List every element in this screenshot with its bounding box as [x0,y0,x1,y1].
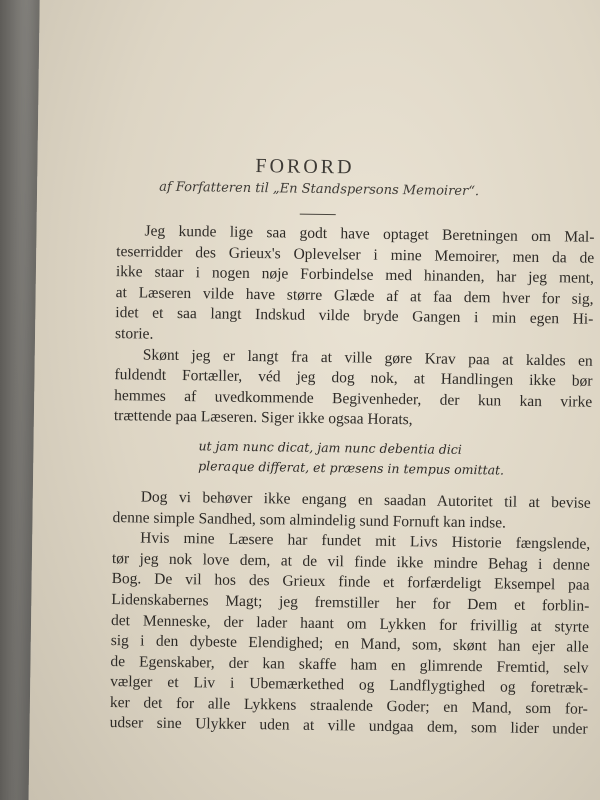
text-line: tør jeg nok love dem, at de vil finde ikke mindre Behag i denne [111,549,591,574]
text-line: de Egenskaber, der kan skaffe ham en glimrende Fremtid, selv [110,652,589,677]
text-line: hemmes af uvedkommende Begivenheder, der kun kan virke [114,386,593,411]
text-line: Hvis mine Læsere har fundet mit Livs Historie fængslende, [140,529,591,553]
text-line: teserridder des Grieux's Oplevelser i mine Memoirer, men da de [116,242,595,267]
text-line: trættende paa Læseren. Siger ikke ogsaa Horats, [113,407,413,429]
heading-divider [300,214,336,216]
book-page [28,0,600,800]
text-line: at Læseren vilde have større Glæde af at faa dem hver for sig, [115,283,594,308]
body-text [109,221,594,741]
page-heading: FORORD [255,155,355,179]
text-line: Dog vi behøver ikke engang en saadan Autoritet til at bevise [140,488,591,512]
text-line: fuldendt Fortæller, véd jeg dog nok, at Handlingen ikke bør [114,366,593,390]
text-line: udser sine Ulykker uden at ville undgaa dem, som lider under [109,714,588,739]
text-line: idet et saa langt Indskud vilde bryde Gangen i min egen Hi- [115,304,594,329]
text-line: ikke staar i nogen nøje Forbindelse med hinanden, har jeg ment, [115,263,595,287]
text-line: Lidenskabernes Magt; jeg fremstiller her for Dem et forblin- [111,590,590,615]
latin-quote-line: ut jam nunc dicat, jam nunc debentia dici [198,438,462,457]
page-subheading: af Forfatteren til „En Standspersons Memoirer“. [159,179,480,200]
latin-quote-line: pleraque differat, et præsens in tempus omittat. [198,458,505,478]
text-line: Skønt jeg er langt fra at ville gøre Krav paa at kaldes en [142,346,593,370]
text-line: sig i den dybeste Elendighed; en Mand, som, skønt han ejer alle [110,632,589,656]
text-line: Jeg kunde lige saa godt have optaget Beretningen om Mal- [144,222,595,246]
text-line: storie. [114,325,154,343]
text-line: denne simple Sandhed, som almindelig sund Fornuft kan indse. [112,508,507,532]
text-line: vælger et Liv i Ubemærkethed og Landflygtighed og foretræk- [110,673,589,698]
text-line: det Menneske, der lader haant om Lykken for frivillig at styrte [110,611,590,636]
text-line: Bog. De vil hos des Grieux finde et forfærdeligt Eksempel paa [111,570,590,595]
text-line: ker det for alle Lykkens straalende Goder; en Mand, som for- [109,693,588,718]
